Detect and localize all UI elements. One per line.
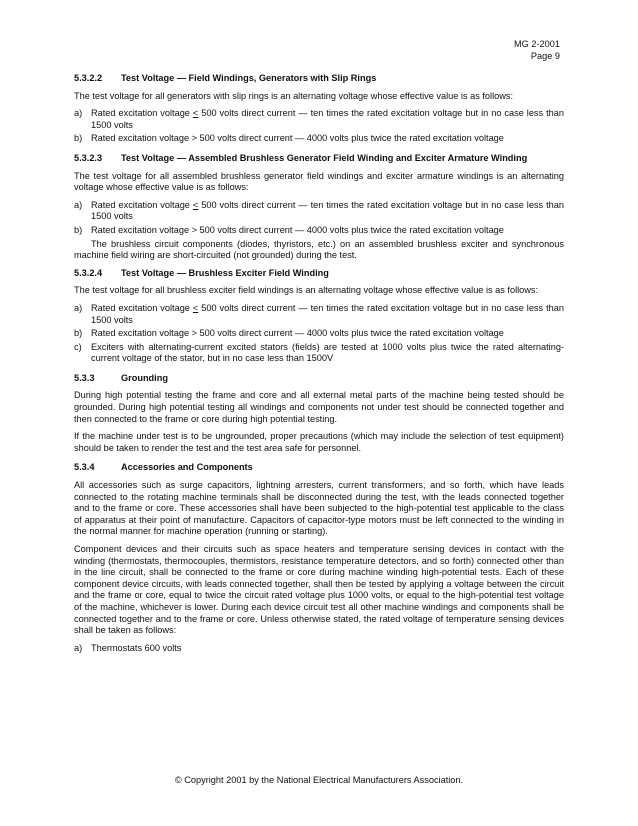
list-marker: a)	[74, 199, 83, 210]
section-heading-5323	[74, 153, 564, 165]
paragraph-note: The brushless circuit components (diodes, thyristors, etc.) on an assembled brushless exciter and synchronous machine field wiring are short-circuited (not grounded) during the test.	[74, 238, 564, 261]
list-marker: c)	[74, 341, 82, 352]
list-item	[74, 303, 564, 326]
section-heading-5324	[74, 268, 564, 280]
document-id: MG 2-2001	[514, 39, 560, 49]
paragraph: All accessories such as surge capacitors, lightning arresters, current transformers, and so forth, which have leads connected to the rotating machine terminals shall be disconnected during the test, with the leads connected together and to the frame or core. These accessories shall have been subjected to the high-potential test applicable to the class of apparatus at their point of manufacture. Capacitors of capacitor-type motors must be left connected to the winding in the normal manner for machine operation (running or starting).	[74, 480, 564, 537]
list-text: Rated excitation voltage < 500 volts direct current — ten times the rated excitation voltage but in no case less than 1500 volts	[91, 302, 564, 325]
section-title: Test Voltage — Assembled Brushless Generator Field Winding and Exciter Armature Winding	[121, 152, 528, 163]
section-heading-534	[74, 462, 564, 474]
list-text: Rated excitation voltage < 500 volts direct current — ten times the rated excitation voltage but in no case less than 1500 volts	[91, 108, 564, 130]
section-number: 5.3.4	[74, 462, 95, 473]
page-number: Page 9	[530, 50, 560, 61]
list-item	[74, 328, 564, 340]
list-text: Rated excitation voltage > 500 volts direct current — 4000 volts plus twice the rated excitation voltage	[91, 133, 504, 144]
list-marker: a)	[74, 302, 83, 313]
section-number: 5.3.2.4	[74, 267, 103, 278]
list-marker: a)	[74, 642, 83, 653]
list-text: Rated excitation voltage < 500 volts direct current — ten times the rated excitation voltage but in no case less than 1500 volts	[91, 199, 564, 222]
paragraph: The test voltage for all assembled brushless generator field windings and exciter armature windings is an alternating voltage whose effective value is as follows:	[74, 170, 564, 193]
section-number: 5.3.3	[74, 372, 95, 383]
paragraph: The test voltage for all generators with slip rings is an alternating voltage whose effective value is as follows:	[74, 90, 514, 101]
list-item	[74, 200, 564, 223]
list-text: Thermostats 600 volts	[91, 642, 182, 653]
list-item	[74, 225, 564, 237]
section-heading-5322	[74, 73, 564, 85]
list-marker: a)	[74, 108, 83, 119]
section-number: 5.3.2.2	[74, 73, 103, 83]
list-text: Exciters with alternating-current excited stators (fields) are tested at 1000 volts plus twice the rated alternating-current voltage of the stator, but in no case less than 1500V	[91, 341, 564, 364]
section-title: Grounding	[121, 372, 168, 383]
list-marker: b)	[74, 133, 83, 144]
section-title: Accessories and Components	[121, 462, 253, 473]
document-body	[74, 73, 564, 656]
list-item	[74, 342, 564, 365]
list-marker: b)	[74, 224, 83, 235]
section-title: Test Voltage — Field Windings, Generators with Slip Rings	[121, 73, 377, 83]
paragraph: During high potential testing the frame and core and all external metal parts of the machine being tested should be grounded. During high potential testing all windings and components not under test should be connected together and then connected to the frame or core during high potential testing.	[74, 390, 564, 424]
list-text: Rated excitation voltage > 500 volts direct current — 4000 volts plus twice the rated excitation voltage	[91, 328, 504, 339]
list-item	[74, 643, 564, 655]
page-header	[514, 39, 560, 62]
list-item	[74, 108, 564, 131]
section-number: 5.3.2.3	[74, 152, 103, 163]
copyright-footer: © Copyright 2001 by the National Electrical Manufacturers Association.	[174, 775, 464, 785]
paragraph: If the machine under test is to be ungrounded, proper precautions (which may include the selection of test equipment) should be taken to render the test and the test area safe for personnel.	[74, 431, 564, 453]
list-text: Rated excitation voltage > 500 volts direct current — 4000 volts plus twice the rated excitation voltage	[91, 224, 504, 235]
paragraph: The test voltage for all brushless exciter field windings is an alternating voltage whose effective value is as follows:	[74, 285, 539, 296]
section-heading-533	[74, 373, 564, 385]
section-title: Test Voltage — Brushless Exciter Field Winding	[121, 267, 329, 278]
list-marker: b)	[74, 328, 83, 339]
list-item	[74, 133, 564, 145]
paragraph: Component devices and their circuits such as space heaters and temperature sensing devices in contact with the winding (thermostats, thermocouples, thermistors, resistance temperature detectors, and so forth) connected other than in the line circuit, shall be connected to the frame or core during machine winding high-potential tests. Each of these component device circuits, with leads connected together, shall then be tested by applying a voltage between the circuit and the frame or core, equal to twice the circuit rated voltage plus 1000 volts, or equal to the high-potential test voltage of the machine, whichever is lower. During each device circuit test all other machine windings and components shall be connected together and to the frame or core. Unless otherwise stated, the rated voltage of temperature sensing devices shall be taken as follows:	[74, 544, 564, 636]
